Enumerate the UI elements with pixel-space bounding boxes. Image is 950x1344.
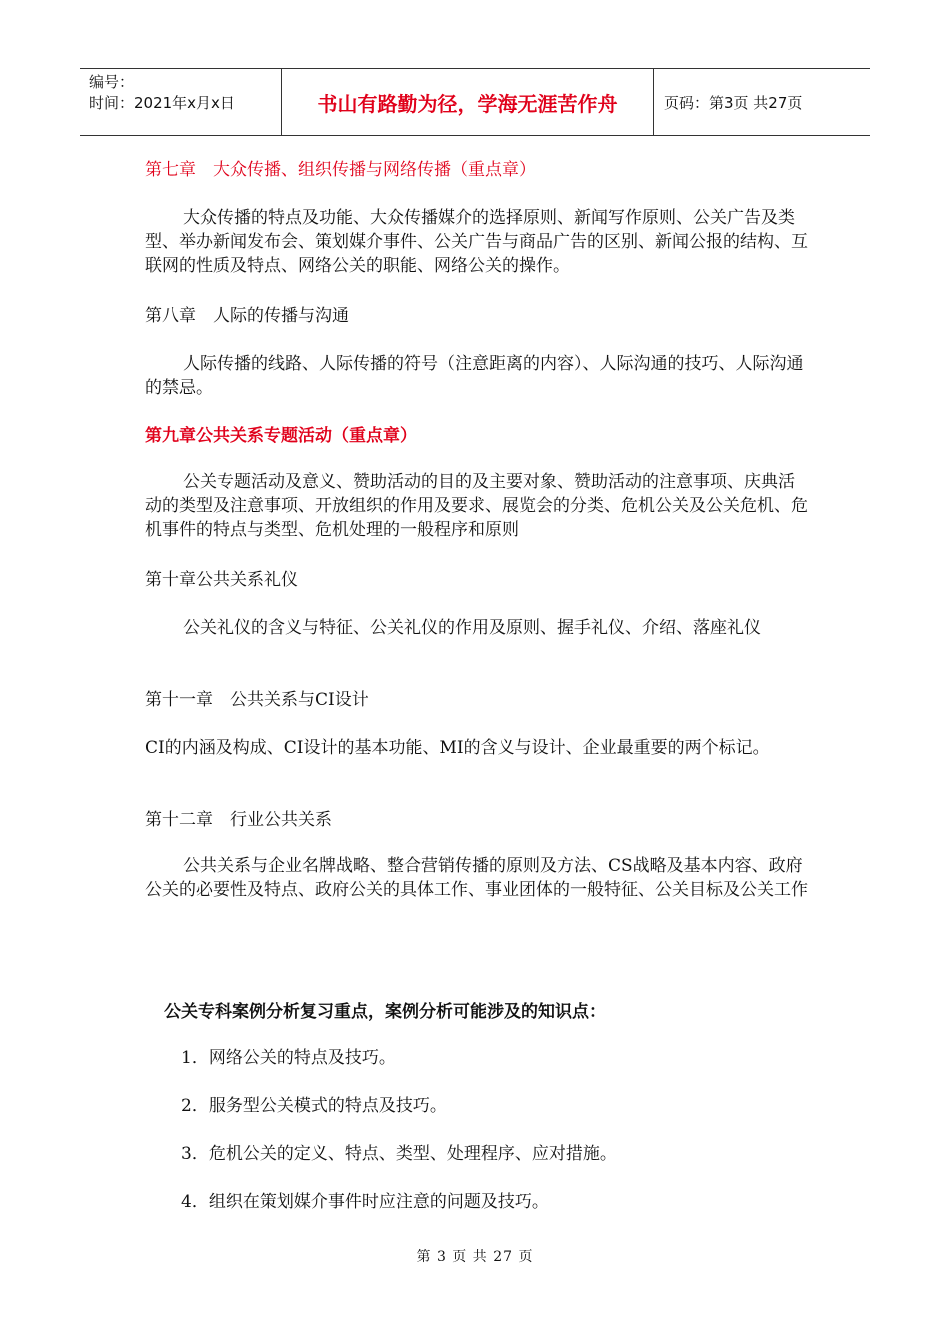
chapter-11-title: 第十一章 公共关系与CI设计 [145, 690, 369, 710]
chapter-10-title: 第十章公共关系礼仪 [145, 570, 298, 590]
page-footer: 第 3 页 共 27 页 [416, 1249, 534, 1265]
chapter-12-title: 第十二章 行业公共关系 [145, 810, 332, 830]
header-meta [80, 69, 282, 135]
page-header [80, 68, 870, 136]
chapter-7-title: 第七章 大众传播、组织传播与网络传播（重点章） [145, 160, 536, 180]
case-item: 1．网络公关的特点及技巧。 [181, 1048, 396, 1068]
chapter-9-title: 第九章公共关系专题活动（重点章） [145, 426, 417, 446]
chapter-11-body: CI的内涵及构成、CI设计的基本功能、MI的含义与设计、企业最重要的两个标记。 [145, 738, 770, 758]
header-date: 时间：2021年x月x日 [89, 94, 235, 112]
case-item: 2．服务型公关模式的特点及技巧。 [181, 1096, 447, 1116]
header-number: 编号： [89, 73, 135, 91]
header-motto: 书山有路勤为径，学海无涯苦作舟 [282, 69, 654, 135]
chapter-7-body: 大众传播的特点及功能、大众传播媒介的选择原则、新闻写作原则、公关广告及类型、举办新闻发布会、策划媒介事件、公关广告与商品广告的区别、新闻公报的结构、互联网的性质及特点、网络公关的职能、网络公关的操作。 [145, 208, 808, 276]
chapter-8-body: 人际传播的线路、人际传播的符号（注意距离的内容）、人际沟通的技巧、人际沟通的禁忌。 [145, 354, 804, 398]
chapter-12-body: 公共关系与企业名牌战略、整合营销传播的原则及方法、CS战略及基本内容、政府公关的必要性及特点、政府公关的具体工作、事业团体的一般特征、公关目标及公关工作 [145, 856, 808, 900]
chapter-10-body: 公关礼仪的含义与特征、公关礼仪的作用及原则、握手礼仪、介绍、落座礼仪 [183, 618, 761, 638]
case-item: 3．危机公关的定义、特点、类型、处理程序、应对措施。 [181, 1144, 617, 1164]
header-page-number: 页码：第3页 共27页 [664, 93, 803, 112]
chapter-8-title: 第八章 人际的传播与沟通 [145, 306, 349, 326]
case-item: 4．组织在策划媒介事件时应注意的问题及技巧。 [181, 1192, 549, 1212]
chapter-9-body: 公关专题活动及意义、赞助活动的目的及主要对象、赞助活动的注意事项、庆典活动的类型及注意事项、开放组织的作用及要求、展览会的分类、危机公关及公关危机、危机事件的特点与类型、危机处理的一般程序和原则 [145, 472, 808, 540]
case-analysis-heading: 公关专科案例分析复习重点，案例分析可能涉及的知识点： [164, 1002, 606, 1022]
